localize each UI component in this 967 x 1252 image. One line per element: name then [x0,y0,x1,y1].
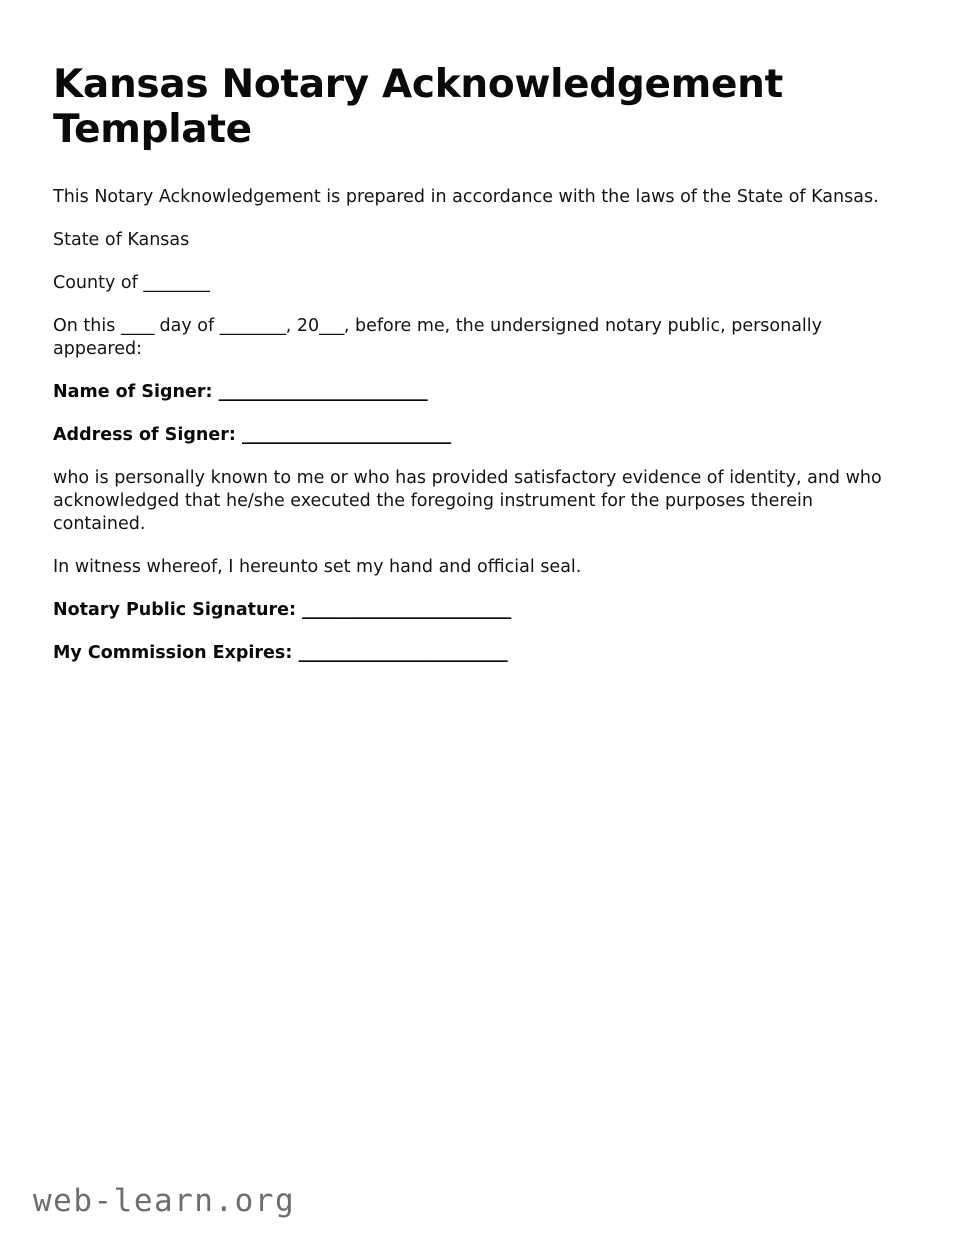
county-label: County of [53,273,144,293]
year-prefix: , 20 [285,316,320,336]
commission-expires-field [53,642,903,665]
acknowledgement-paragraph: who is personally known to me or who has provided satisfactory evidence of identity, and who acknowledged that he/she executed the foregoing instrument for the purposes therein contained. [53,468,882,534]
appearance-suffix: , before me, the undersigned notary public, personally appeared: [53,316,823,359]
state-line: State of Kansas [53,230,190,250]
intro-paragraph: This Notary Acknowledgement is prepared in accordance with the laws of the State of Kansas. [53,187,879,207]
notary-signature-blank: _________________________ [302,600,511,620]
document-body [53,186,903,665]
county-line [53,272,903,295]
notary-signature-label: Notary Public Signature: [53,600,296,620]
witness-paragraph: In witness whereof, I hereunto set my hand and official seal. [53,557,582,577]
commission-expires-label: My Commission Expires: [53,643,293,663]
appearance-paragraph [53,315,903,361]
appearance-middle: day of [153,316,220,336]
notary-signature-field [53,599,903,622]
name-of-signer-label: Name of Signer: [53,382,213,402]
appearance-prefix: On this [53,316,121,336]
year-blank: ___ [319,316,344,336]
site-watermark: web-learn.org [33,1183,296,1219]
address-of-signer-field [53,424,903,447]
page-title: Kansas Notary Acknowledgement Template [53,62,783,152]
name-of-signer-blank: _________________________ [218,382,428,402]
address-of-signer-label: Address of Signer: [53,425,236,445]
day-blank: ____ [120,316,154,336]
name-of-signer-field [53,381,903,404]
month-blank: ________ [219,316,286,336]
county-blank: ________ [143,273,210,293]
commission-expires-blank: _________________________ [298,643,508,663]
address-of-signer-blank: _________________________ [241,425,451,445]
